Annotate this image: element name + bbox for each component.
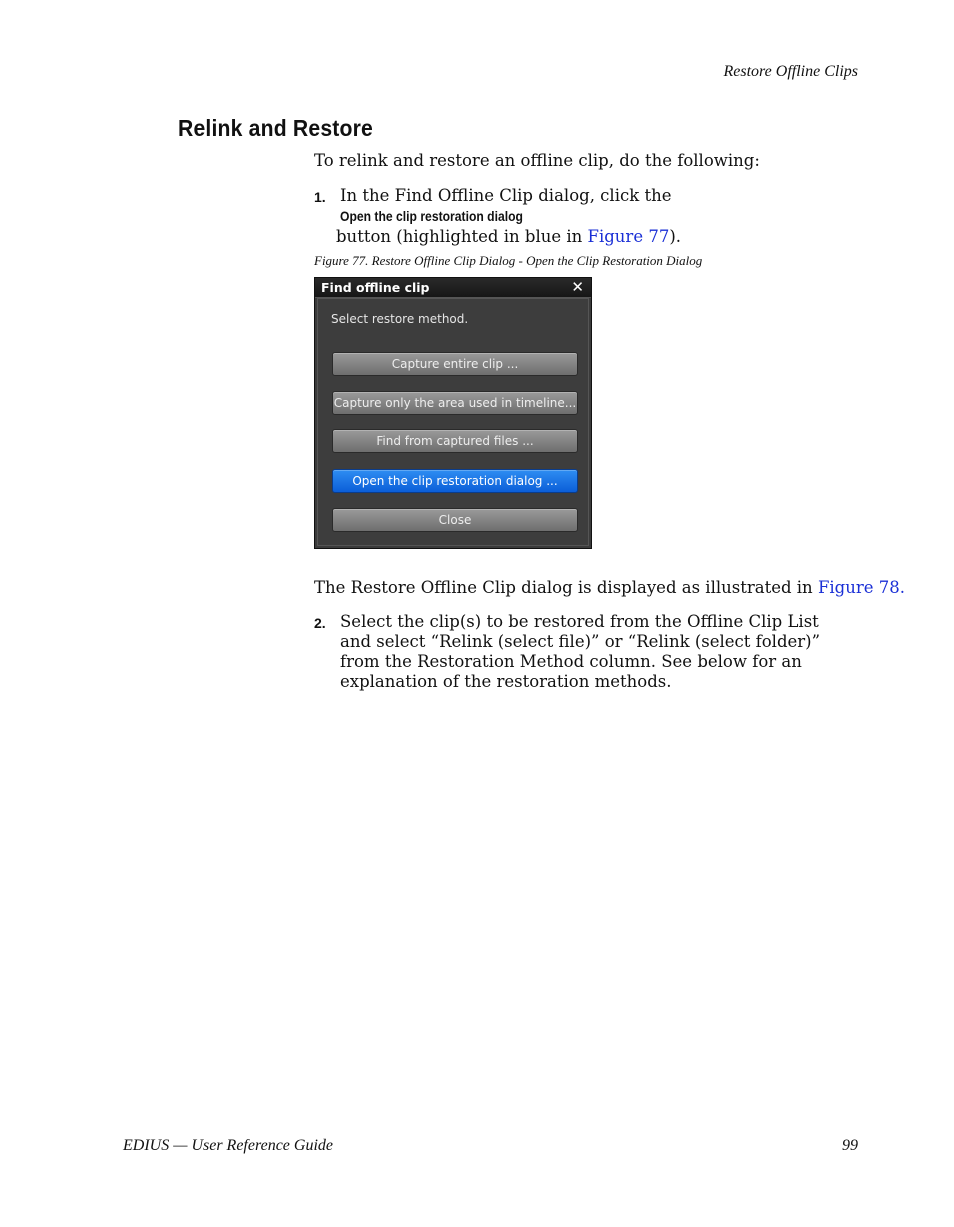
paragraph-text: The Restore Offline Clip dialog is displayed as illustrated in <box>314 578 818 597</box>
capture-entire-clip-button[interactable]: Capture entire clip ... <box>332 352 578 376</box>
find-from-captured-files-button[interactable]: Find from captured files ... <box>332 429 578 453</box>
intro-paragraph: To relink and restore an offline clip, do the following: <box>314 151 760 170</box>
find-offline-clip-dialog <box>314 277 592 549</box>
dialog-title: Find offline clip <box>321 280 430 295</box>
capture-area-in-timeline-button[interactable]: Capture only the area used in timeline... <box>332 391 578 415</box>
step-1 <box>314 186 844 247</box>
ui-reference: Open the clip restoration dialog <box>340 209 523 224</box>
dialog-body <box>317 298 589 546</box>
figure-caption: Figure 77. Restore Offline Clip Dialog - Open the Clip Restoration Dialog <box>314 253 703 268</box>
running-header: Restore Offline Clips <box>723 63 858 80</box>
section-heading: Relink and Restore <box>178 115 373 141</box>
figure-77-link[interactable]: Figure 77 <box>587 227 670 246</box>
dialog-titlebar[interactable] <box>315 278 591 298</box>
dialog-prompt: Select restore method. <box>331 312 469 326</box>
step-number: 2. <box>314 615 326 631</box>
open-clip-restoration-dialog-button[interactable]: Open the clip restoration dialog ... <box>332 469 578 493</box>
step-text-before: In the Find Offline Clip dialog, click the <box>340 186 672 205</box>
step-text <box>336 186 844 247</box>
close-icon[interactable]: ✕ <box>571 278 584 296</box>
page-number: 99 <box>842 1137 858 1154</box>
step-number: 1. <box>314 189 326 205</box>
step-text-after: button (highlighted in blue in <box>336 227 588 246</box>
close-button[interactable]: Close <box>332 508 578 532</box>
footer-guide-title: EDIUS — User Reference Guide <box>123 1137 334 1154</box>
step-2 <box>314 612 844 692</box>
restore-dialog-paragraph <box>314 578 905 598</box>
step-text: Select the clip(s) to be restored from the Offline Clip List and select “Relink (select file)” or “Relink (select folder)” from the Restoration Method column. See below for an explanation of the restoration methods. <box>340 612 821 691</box>
figure-78-link[interactable]: Figure 78. <box>817 578 905 597</box>
step-text-end: ). <box>669 227 682 246</box>
